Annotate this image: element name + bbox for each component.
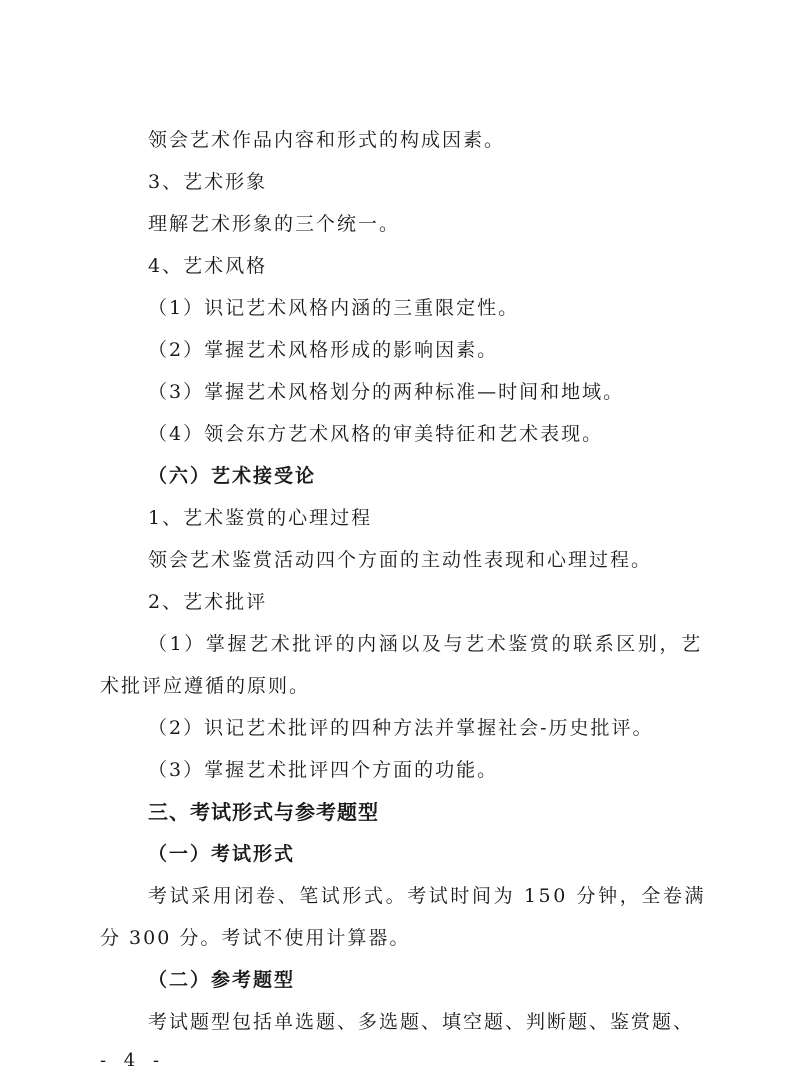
paragraph-continuation: 分 300 分。考试不使用计算器。 [100, 927, 411, 949]
list-item: （3）掌握艺术批评四个方面的功能。 [148, 759, 499, 781]
subheading-appreciation-process: 1、艺术鉴赏的心理过程 [148, 507, 373, 529]
paragraph-text: 考试题型包括单选题、多选题、填空题、判断题、鉴赏题、 [148, 1011, 695, 1033]
list-item: （1）识记艺术风格内涵的三重限定性。 [148, 297, 520, 319]
chapter-heading-exam-format: 三、考试形式与参考题型 [148, 800, 379, 824]
paragraph-text: 考试采用闭卷、笔试形式。考试时间为 150 分钟，全卷满 [148, 885, 707, 907]
subheading-art-style: 4、艺术风格 [148, 255, 268, 277]
list-item: （1）掌握艺术批评的内涵以及与艺术鉴赏的联系区别，艺 [148, 633, 703, 655]
page-number: - 4 - [100, 1050, 166, 1071]
list-item: （2）掌握艺术风格形成的影响因素。 [148, 339, 499, 361]
paragraph-text: 领会艺术鉴赏活动四个方面的主动性表现和心理过程。 [148, 549, 653, 571]
paragraph-text: 理解艺术形象的三个统一。 [148, 213, 401, 235]
subheading-art-criticism: 2、艺术批评 [148, 591, 268, 613]
paragraph-text: 领会艺术作品内容和形式的构成因素。 [148, 129, 506, 151]
list-item-continuation: 术批评应遵循的原则。 [100, 675, 311, 697]
list-item: （4）领会东方艺术风格的审美特征和艺术表现。 [148, 423, 604, 445]
subheading-art-image: 3、艺术形象 [148, 171, 268, 193]
list-item: （3）掌握艺术风格划分的两种标准—时间和地域。 [148, 381, 625, 403]
section-heading-exam-form: （一）考试形式 [148, 843, 296, 865]
list-item: （2）识记艺术批评的四种方法并掌握社会-历史批评。 [148, 717, 654, 739]
section-heading-question-types: （二）参考题型 [148, 969, 296, 991]
section-heading-art-reception: （六）艺术接受论 [148, 465, 317, 487]
